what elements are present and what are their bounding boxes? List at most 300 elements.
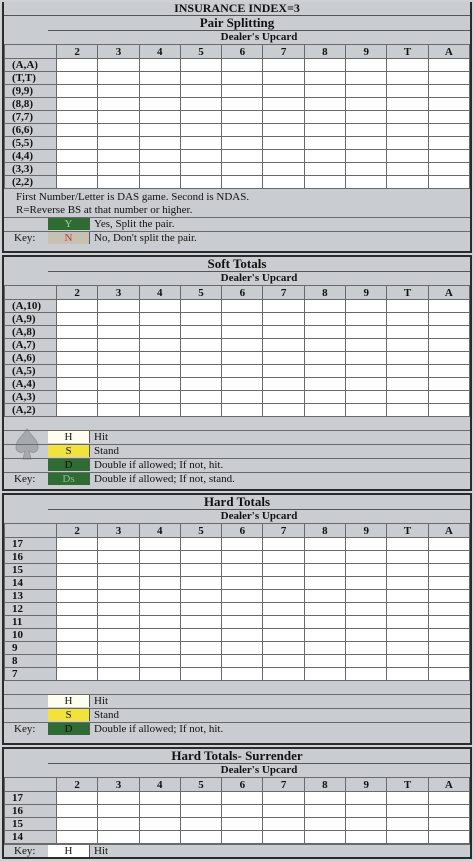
strategy-cell[interactable] [57, 616, 98, 629]
strategy-cell[interactable] [222, 300, 263, 313]
strategy-cell[interactable] [304, 326, 345, 339]
strategy-cell[interactable] [263, 150, 304, 163]
strategy-cell[interactable] [263, 163, 304, 176]
strategy-cell[interactable] [180, 551, 221, 564]
strategy-cell[interactable] [387, 378, 428, 391]
strategy-cell[interactable] [98, 590, 139, 603]
strategy-cell[interactable] [98, 538, 139, 551]
strategy-cell[interactable] [98, 805, 139, 818]
strategy-cell[interactable] [180, 629, 221, 642]
strategy-cell[interactable] [304, 85, 345, 98]
strategy-cell[interactable] [57, 176, 98, 189]
strategy-cell[interactable] [387, 668, 428, 681]
strategy-cell[interactable] [57, 137, 98, 150]
strategy-cell[interactable] [222, 59, 263, 72]
strategy-cell[interactable] [346, 163, 387, 176]
strategy-cell[interactable] [57, 831, 98, 844]
strategy-cell[interactable] [428, 818, 469, 831]
strategy-cell[interactable] [263, 538, 304, 551]
strategy-cell[interactable] [346, 655, 387, 668]
strategy-cell[interactable] [180, 111, 221, 124]
strategy-cell[interactable] [263, 616, 304, 629]
strategy-cell[interactable] [304, 668, 345, 681]
strategy-cell[interactable] [222, 72, 263, 85]
strategy-cell[interactable] [222, 655, 263, 668]
strategy-cell[interactable] [346, 137, 387, 150]
strategy-cell[interactable] [387, 805, 428, 818]
strategy-cell[interactable] [57, 124, 98, 137]
strategy-cell[interactable] [263, 805, 304, 818]
strategy-cell[interactable] [222, 150, 263, 163]
strategy-cell[interactable] [387, 655, 428, 668]
strategy-cell[interactable] [98, 818, 139, 831]
strategy-cell[interactable] [387, 137, 428, 150]
strategy-cell[interactable] [98, 391, 139, 404]
strategy-cell[interactable] [304, 629, 345, 642]
strategy-cell[interactable] [428, 668, 469, 681]
strategy-cell[interactable] [263, 111, 304, 124]
strategy-cell[interactable] [304, 564, 345, 577]
strategy-cell[interactable] [139, 616, 180, 629]
strategy-cell[interactable] [428, 72, 469, 85]
strategy-cell[interactable] [98, 365, 139, 378]
strategy-cell[interactable] [180, 59, 221, 72]
strategy-cell[interactable] [387, 538, 428, 551]
strategy-cell[interactable] [263, 590, 304, 603]
strategy-cell[interactable] [57, 655, 98, 668]
strategy-cell[interactable] [180, 603, 221, 616]
strategy-cell[interactable] [139, 326, 180, 339]
strategy-cell[interactable] [428, 313, 469, 326]
strategy-cell[interactable] [57, 805, 98, 818]
strategy-cell[interactable] [346, 404, 387, 417]
strategy-cell[interactable] [387, 629, 428, 642]
strategy-cell[interactable] [180, 564, 221, 577]
strategy-cell[interactable] [180, 137, 221, 150]
strategy-cell[interactable] [180, 805, 221, 818]
strategy-cell[interactable] [304, 124, 345, 137]
strategy-cell[interactable] [222, 577, 263, 590]
strategy-cell[interactable] [180, 163, 221, 176]
strategy-cell[interactable] [346, 805, 387, 818]
strategy-cell[interactable] [57, 365, 98, 378]
strategy-cell[interactable] [346, 365, 387, 378]
strategy-cell[interactable] [57, 352, 98, 365]
strategy-cell[interactable] [387, 163, 428, 176]
strategy-cell[interactable] [346, 391, 387, 404]
strategy-cell[interactable] [304, 59, 345, 72]
strategy-cell[interactable] [180, 85, 221, 98]
strategy-cell[interactable] [222, 792, 263, 805]
strategy-cell[interactable] [98, 655, 139, 668]
strategy-cell[interactable] [180, 577, 221, 590]
strategy-cell[interactable] [98, 72, 139, 85]
strategy-cell[interactable] [98, 378, 139, 391]
strategy-cell[interactable] [222, 137, 263, 150]
strategy-cell[interactable] [263, 629, 304, 642]
strategy-cell[interactable] [139, 590, 180, 603]
strategy-cell[interactable] [98, 163, 139, 176]
strategy-cell[interactable] [428, 163, 469, 176]
strategy-cell[interactable] [57, 629, 98, 642]
strategy-cell[interactable] [346, 111, 387, 124]
strategy-cell[interactable] [263, 831, 304, 844]
strategy-cell[interactable] [387, 642, 428, 655]
strategy-cell[interactable] [387, 365, 428, 378]
strategy-cell[interactable] [98, 313, 139, 326]
strategy-cell[interactable] [180, 831, 221, 844]
strategy-cell[interactable] [346, 313, 387, 326]
strategy-cell[interactable] [222, 616, 263, 629]
strategy-cell[interactable] [222, 629, 263, 642]
strategy-cell[interactable] [98, 564, 139, 577]
strategy-cell[interactable] [304, 176, 345, 189]
strategy-cell[interactable] [428, 805, 469, 818]
strategy-cell[interactable] [180, 391, 221, 404]
strategy-cell[interactable] [98, 137, 139, 150]
strategy-cell[interactable] [428, 326, 469, 339]
strategy-cell[interactable] [98, 326, 139, 339]
strategy-cell[interactable] [428, 98, 469, 111]
strategy-cell[interactable] [222, 163, 263, 176]
strategy-cell[interactable] [263, 551, 304, 564]
strategy-cell[interactable] [98, 59, 139, 72]
strategy-cell[interactable] [387, 577, 428, 590]
strategy-cell[interactable] [304, 404, 345, 417]
strategy-cell[interactable] [180, 300, 221, 313]
strategy-cell[interactable] [387, 326, 428, 339]
strategy-cell[interactable] [263, 404, 304, 417]
strategy-cell[interactable] [180, 404, 221, 417]
strategy-cell[interactable] [428, 538, 469, 551]
strategy-cell[interactable] [180, 668, 221, 681]
strategy-cell[interactable] [222, 642, 263, 655]
strategy-cell[interactable] [304, 98, 345, 111]
strategy-cell[interactable] [263, 792, 304, 805]
strategy-cell[interactable] [387, 792, 428, 805]
strategy-cell[interactable] [57, 163, 98, 176]
strategy-cell[interactable] [57, 326, 98, 339]
strategy-cell[interactable] [263, 300, 304, 313]
strategy-cell[interactable] [263, 98, 304, 111]
strategy-cell[interactable] [222, 339, 263, 352]
strategy-cell[interactable] [428, 551, 469, 564]
strategy-cell[interactable] [346, 72, 387, 85]
strategy-cell[interactable] [180, 616, 221, 629]
strategy-cell[interactable] [139, 378, 180, 391]
strategy-cell[interactable] [428, 391, 469, 404]
strategy-cell[interactable] [346, 378, 387, 391]
strategy-cell[interactable] [346, 538, 387, 551]
strategy-cell[interactable] [139, 137, 180, 150]
strategy-cell[interactable] [180, 72, 221, 85]
strategy-cell[interactable] [346, 668, 387, 681]
strategy-cell[interactable] [180, 150, 221, 163]
strategy-cell[interactable] [304, 72, 345, 85]
strategy-cell[interactable] [222, 85, 263, 98]
strategy-cell[interactable] [98, 603, 139, 616]
strategy-cell[interactable] [139, 124, 180, 137]
strategy-cell[interactable] [139, 629, 180, 642]
strategy-cell[interactable] [387, 818, 428, 831]
strategy-cell[interactable] [346, 326, 387, 339]
strategy-cell[interactable] [346, 616, 387, 629]
strategy-cell[interactable] [222, 818, 263, 831]
strategy-cell[interactable] [139, 339, 180, 352]
strategy-cell[interactable] [180, 176, 221, 189]
strategy-cell[interactable] [428, 590, 469, 603]
strategy-cell[interactable] [57, 150, 98, 163]
strategy-cell[interactable] [304, 792, 345, 805]
strategy-cell[interactable] [346, 59, 387, 72]
strategy-cell[interactable] [263, 818, 304, 831]
strategy-cell[interactable] [263, 326, 304, 339]
strategy-cell[interactable] [98, 668, 139, 681]
strategy-cell[interactable] [180, 655, 221, 668]
strategy-cell[interactable] [98, 404, 139, 417]
strategy-cell[interactable] [387, 59, 428, 72]
strategy-cell[interactable] [57, 590, 98, 603]
strategy-cell[interactable] [387, 564, 428, 577]
strategy-cell[interactable] [180, 538, 221, 551]
strategy-cell[interactable] [346, 564, 387, 577]
strategy-cell[interactable] [57, 300, 98, 313]
strategy-cell[interactable] [304, 150, 345, 163]
strategy-cell[interactable] [428, 111, 469, 124]
strategy-cell[interactable] [304, 655, 345, 668]
strategy-cell[interactable] [180, 365, 221, 378]
strategy-cell[interactable] [139, 163, 180, 176]
strategy-cell[interactable] [222, 603, 263, 616]
strategy-cell[interactable] [387, 124, 428, 137]
strategy-cell[interactable] [222, 98, 263, 111]
strategy-cell[interactable] [346, 98, 387, 111]
strategy-cell[interactable] [139, 792, 180, 805]
strategy-cell[interactable] [98, 831, 139, 844]
strategy-cell[interactable] [263, 603, 304, 616]
strategy-cell[interactable] [387, 150, 428, 163]
strategy-cell[interactable] [387, 831, 428, 844]
strategy-cell[interactable] [428, 404, 469, 417]
strategy-cell[interactable] [139, 642, 180, 655]
strategy-cell[interactable] [222, 668, 263, 681]
strategy-cell[interactable] [222, 326, 263, 339]
strategy-cell[interactable] [304, 352, 345, 365]
strategy-cell[interactable] [304, 616, 345, 629]
strategy-cell[interactable] [263, 642, 304, 655]
strategy-cell[interactable] [180, 124, 221, 137]
strategy-cell[interactable] [98, 150, 139, 163]
strategy-cell[interactable] [428, 831, 469, 844]
strategy-cell[interactable] [139, 603, 180, 616]
strategy-cell[interactable] [57, 818, 98, 831]
strategy-cell[interactable] [57, 72, 98, 85]
strategy-cell[interactable] [222, 365, 263, 378]
strategy-cell[interactable] [139, 551, 180, 564]
strategy-cell[interactable] [180, 339, 221, 352]
strategy-cell[interactable] [98, 124, 139, 137]
strategy-cell[interactable] [263, 59, 304, 72]
strategy-cell[interactable] [428, 378, 469, 391]
strategy-cell[interactable] [304, 313, 345, 326]
strategy-cell[interactable] [304, 603, 345, 616]
strategy-cell[interactable] [387, 391, 428, 404]
strategy-cell[interactable] [304, 590, 345, 603]
strategy-cell[interactable] [263, 378, 304, 391]
strategy-cell[interactable] [387, 616, 428, 629]
strategy-cell[interactable] [139, 85, 180, 98]
strategy-cell[interactable] [428, 365, 469, 378]
strategy-cell[interactable] [222, 111, 263, 124]
strategy-cell[interactable] [263, 339, 304, 352]
strategy-cell[interactable] [263, 72, 304, 85]
strategy-cell[interactable] [222, 352, 263, 365]
strategy-cell[interactable] [304, 831, 345, 844]
strategy-cell[interactable] [304, 805, 345, 818]
strategy-cell[interactable] [304, 818, 345, 831]
strategy-cell[interactable] [346, 831, 387, 844]
strategy-cell[interactable] [57, 603, 98, 616]
strategy-cell[interactable] [346, 339, 387, 352]
strategy-cell[interactable] [139, 59, 180, 72]
strategy-cell[interactable] [98, 629, 139, 642]
strategy-cell[interactable] [180, 590, 221, 603]
strategy-cell[interactable] [387, 300, 428, 313]
strategy-cell[interactable] [139, 150, 180, 163]
strategy-cell[interactable] [139, 98, 180, 111]
strategy-cell[interactable] [57, 111, 98, 124]
strategy-cell[interactable] [263, 85, 304, 98]
strategy-cell[interactable] [139, 564, 180, 577]
strategy-cell[interactable] [428, 176, 469, 189]
strategy-cell[interactable] [57, 538, 98, 551]
strategy-cell[interactable] [304, 111, 345, 124]
strategy-cell[interactable] [428, 150, 469, 163]
strategy-cell[interactable] [387, 98, 428, 111]
strategy-cell[interactable] [139, 176, 180, 189]
strategy-cell[interactable] [346, 176, 387, 189]
strategy-cell[interactable] [180, 378, 221, 391]
strategy-cell[interactable] [263, 391, 304, 404]
strategy-cell[interactable] [98, 176, 139, 189]
strategy-cell[interactable] [139, 300, 180, 313]
strategy-cell[interactable] [98, 300, 139, 313]
strategy-cell[interactable] [180, 818, 221, 831]
strategy-cell[interactable] [304, 642, 345, 655]
strategy-cell[interactable] [304, 378, 345, 391]
strategy-cell[interactable] [57, 642, 98, 655]
strategy-cell[interactable] [222, 378, 263, 391]
strategy-cell[interactable] [428, 603, 469, 616]
strategy-cell[interactable] [98, 642, 139, 655]
strategy-cell[interactable] [98, 111, 139, 124]
strategy-cell[interactable] [222, 538, 263, 551]
strategy-cell[interactable] [263, 137, 304, 150]
strategy-cell[interactable] [139, 313, 180, 326]
strategy-cell[interactable] [263, 365, 304, 378]
strategy-cell[interactable] [428, 124, 469, 137]
strategy-cell[interactable] [304, 300, 345, 313]
strategy-cell[interactable] [57, 564, 98, 577]
strategy-cell[interactable] [346, 792, 387, 805]
strategy-cell[interactable] [387, 176, 428, 189]
strategy-cell[interactable] [263, 577, 304, 590]
strategy-cell[interactable] [180, 642, 221, 655]
strategy-cell[interactable] [139, 805, 180, 818]
strategy-cell[interactable] [387, 551, 428, 564]
strategy-cell[interactable] [387, 85, 428, 98]
strategy-cell[interactable] [304, 391, 345, 404]
strategy-cell[interactable] [304, 137, 345, 150]
strategy-cell[interactable] [222, 313, 263, 326]
strategy-cell[interactable] [428, 616, 469, 629]
strategy-cell[interactable] [263, 124, 304, 137]
strategy-cell[interactable] [139, 831, 180, 844]
strategy-cell[interactable] [222, 805, 263, 818]
strategy-cell[interactable] [139, 111, 180, 124]
strategy-cell[interactable] [98, 352, 139, 365]
strategy-cell[interactable] [222, 551, 263, 564]
strategy-cell[interactable] [180, 352, 221, 365]
strategy-cell[interactable] [98, 339, 139, 352]
strategy-cell[interactable] [222, 404, 263, 417]
strategy-cell[interactable] [222, 391, 263, 404]
strategy-cell[interactable] [263, 352, 304, 365]
strategy-cell[interactable] [139, 577, 180, 590]
strategy-cell[interactable] [304, 577, 345, 590]
strategy-cell[interactable] [304, 339, 345, 352]
strategy-cell[interactable] [428, 629, 469, 642]
strategy-cell[interactable] [346, 577, 387, 590]
strategy-cell[interactable] [263, 564, 304, 577]
strategy-cell[interactable] [387, 339, 428, 352]
strategy-cell[interactable] [346, 551, 387, 564]
strategy-cell[interactable] [387, 313, 428, 326]
strategy-cell[interactable] [428, 137, 469, 150]
strategy-cell[interactable] [304, 163, 345, 176]
strategy-cell[interactable] [139, 72, 180, 85]
strategy-cell[interactable] [57, 85, 98, 98]
strategy-cell[interactable] [98, 551, 139, 564]
strategy-cell[interactable] [346, 352, 387, 365]
strategy-cell[interactable] [139, 538, 180, 551]
strategy-cell[interactable] [346, 85, 387, 98]
strategy-cell[interactable] [387, 111, 428, 124]
strategy-cell[interactable] [57, 313, 98, 326]
strategy-cell[interactable] [263, 655, 304, 668]
strategy-cell[interactable] [304, 538, 345, 551]
strategy-cell[interactable] [428, 352, 469, 365]
strategy-cell[interactable] [428, 85, 469, 98]
strategy-cell[interactable] [222, 590, 263, 603]
strategy-cell[interactable] [98, 792, 139, 805]
strategy-cell[interactable] [428, 792, 469, 805]
strategy-cell[interactable] [263, 313, 304, 326]
strategy-cell[interactable] [98, 85, 139, 98]
strategy-cell[interactable] [139, 404, 180, 417]
strategy-cell[interactable] [57, 391, 98, 404]
strategy-cell[interactable] [428, 300, 469, 313]
strategy-cell[interactable] [222, 564, 263, 577]
strategy-cell[interactable] [387, 72, 428, 85]
strategy-cell[interactable] [428, 642, 469, 655]
strategy-cell[interactable] [346, 603, 387, 616]
strategy-cell[interactable] [180, 313, 221, 326]
strategy-cell[interactable] [263, 176, 304, 189]
strategy-cell[interactable] [180, 98, 221, 111]
strategy-cell[interactable] [139, 655, 180, 668]
strategy-cell[interactable] [57, 668, 98, 681]
